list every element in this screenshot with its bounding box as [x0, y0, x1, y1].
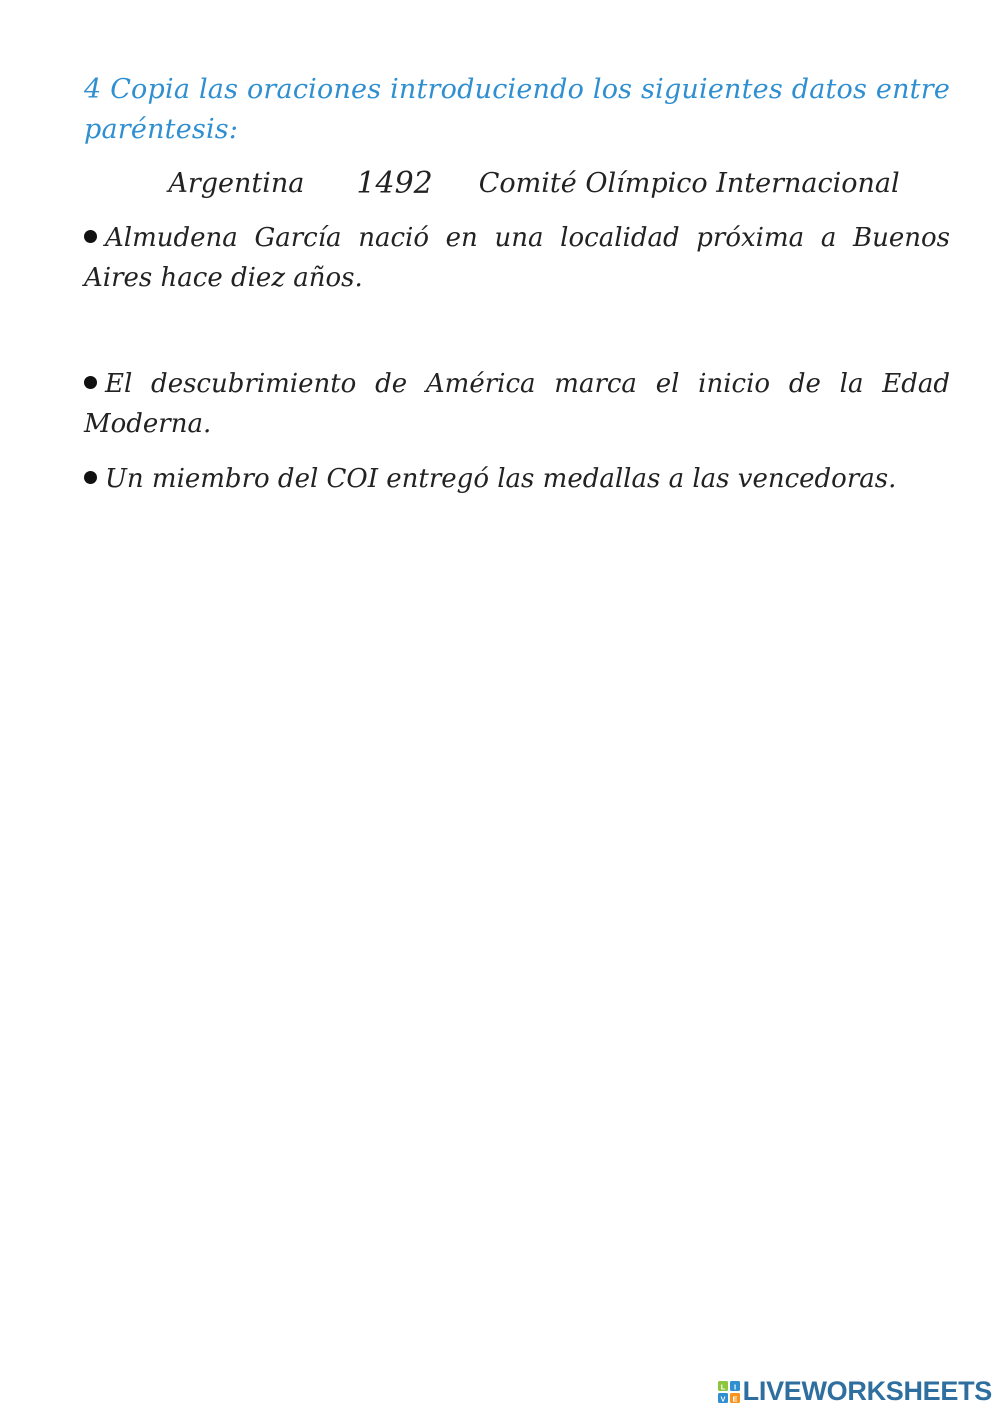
brand-name: LIVEWORKSHEETS	[742, 1376, 992, 1406]
word-bank-item: Comité Olímpico Internacional	[478, 168, 900, 199]
svg-text:V: V	[720, 1393, 726, 1403]
svg-text:I: I	[733, 1381, 736, 1391]
bullet-icon	[84, 230, 97, 243]
word-bank-item: 1492	[356, 166, 433, 201]
sentence-text: Un miembro del COI entregó las medallas a las vencedoras.	[105, 464, 897, 494]
word-bank-item: Argentina	[168, 168, 305, 199]
liveworksheets-watermark	[718, 1376, 992, 1407]
sentence-item	[84, 364, 950, 444]
sentence-item	[84, 218, 950, 298]
sentence-text: Almudena García nació en una localidad próxima a Buenos Aires hace diez años.	[84, 223, 950, 293]
exercise-instruction: 4 Copia las oraciones introduciendo los siguientes datos entre paréntesis:	[84, 74, 950, 145]
sentence-text: El descubrimiento de América marca el inicio de la Edad Moderna.	[84, 369, 950, 439]
bullet-icon	[84, 471, 97, 484]
sentence-item	[84, 459, 950, 499]
svg-text:L: L	[720, 1381, 725, 1391]
liveworksheets-logo-icon	[718, 1381, 740, 1403]
word-bank	[84, 164, 950, 204]
bullet-icon	[84, 376, 97, 389]
svg-text:E: E	[732, 1393, 738, 1403]
